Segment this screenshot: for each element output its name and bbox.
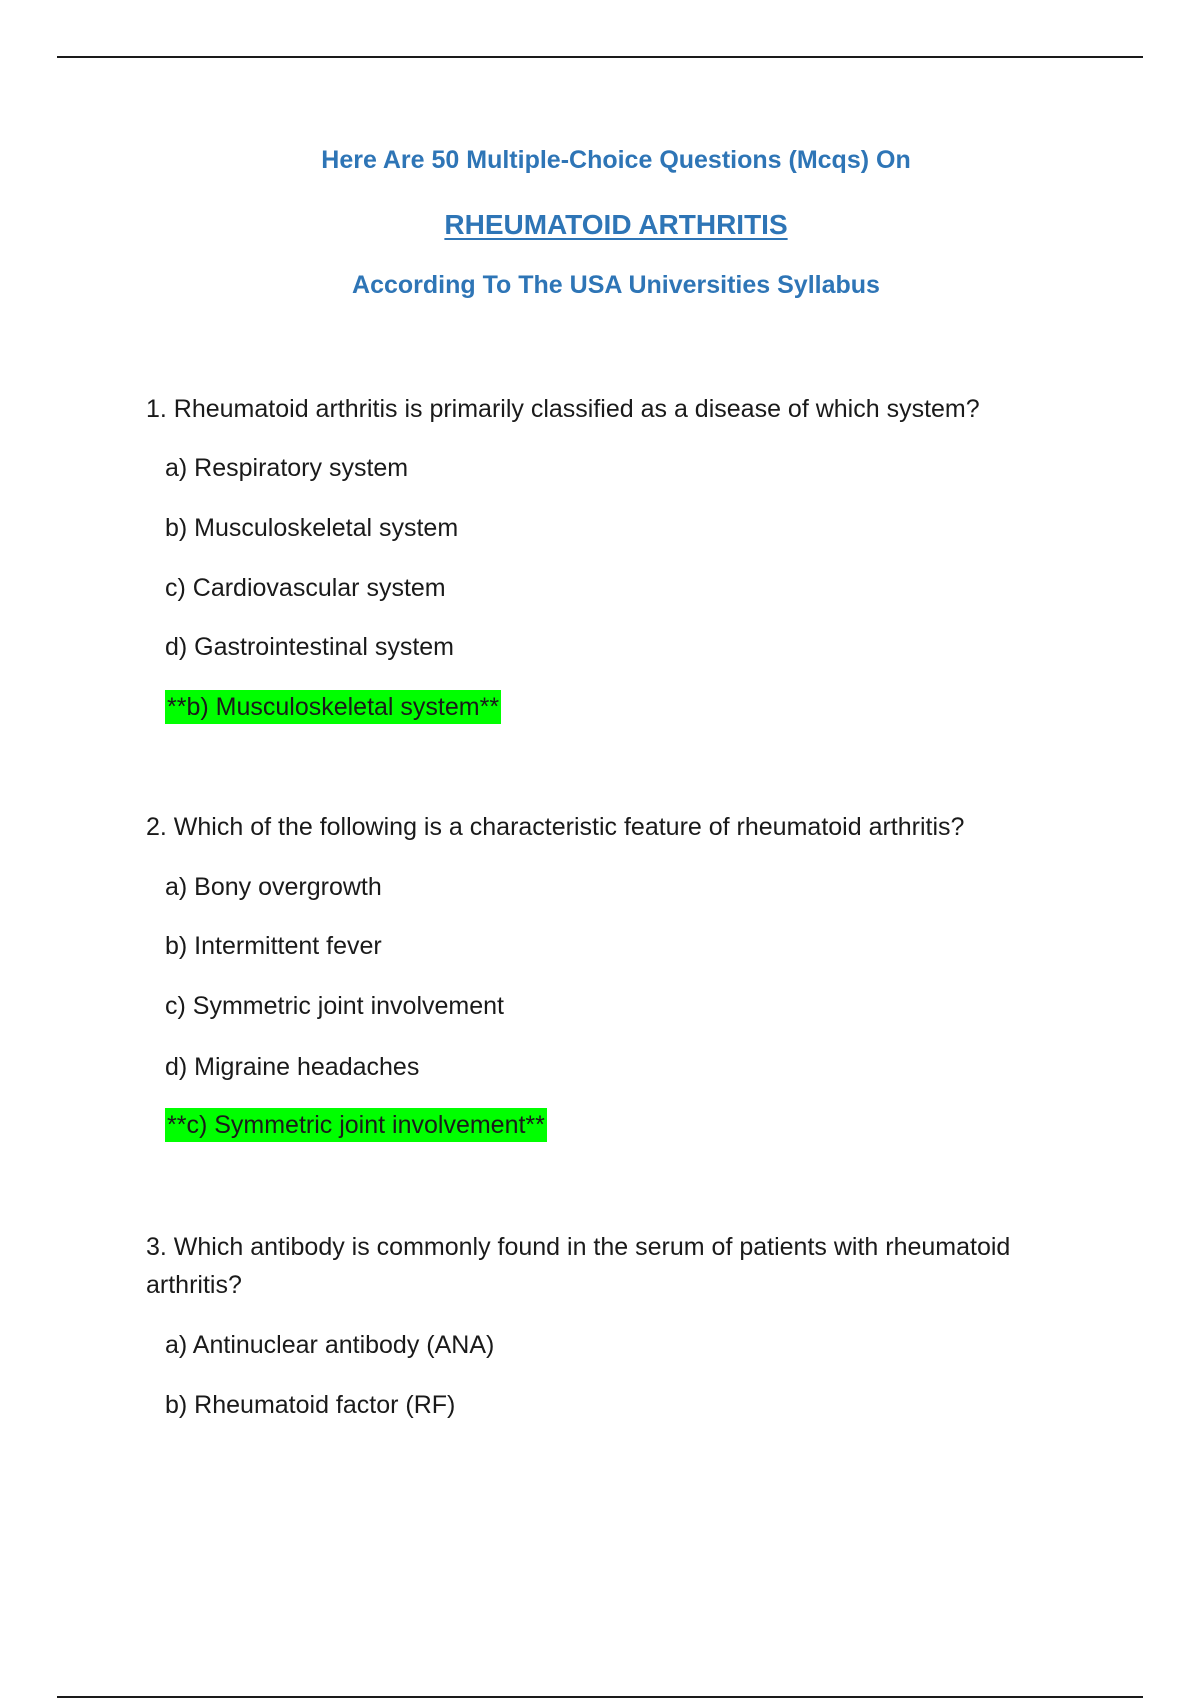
question-3-option-a: a) Antinuclear antibody (ANA) [165, 1331, 495, 1359]
question-2-option-c: c) Symmetric joint involvement [165, 992, 504, 1020]
question-3: 3. Which antibody is commonly found in the serum of patients with rheumatoid arthritis? [146, 1233, 1011, 1299]
question-3-option-b: b) Rheumatoid factor (RF) [165, 1391, 456, 1419]
question-1-option-b: b) Musculoskeletal system [165, 514, 459, 542]
question-2-option-b: b) Intermittent fever [165, 932, 382, 960]
document-subtitle: According To The USA Universities Syllabus [352, 271, 880, 299]
question-2: 2. Which of the following is a characteristic feature of rheumatoid arthritis? [146, 813, 965, 841]
question-2-option-d: d) Migraine headaches [165, 1053, 420, 1081]
top-rule [57, 56, 1143, 58]
question-1-option-c: c) Cardiovascular system [165, 574, 446, 602]
question-1-answer: **b) Musculoskeletal system** [165, 690, 501, 724]
question-2-answer: **c) Symmetric joint involvement** [165, 1108, 547, 1142]
question-1: 1. Rheumatoid arthritis is primarily classified as a disease of which system? [146, 395, 980, 423]
question-1-option-d: d) Gastrointestinal system [165, 633, 454, 661]
document-title: RHEUMATOID ARTHRITIS [444, 209, 788, 240]
document-intro: Here Are 50 Multiple-Choice Questions (Mcqs) On [321, 146, 911, 174]
question-2-option-a: a) Bony overgrowth [165, 873, 382, 901]
bottom-rule [57, 1696, 1143, 1698]
question-1-option-a: a) Respiratory system [165, 454, 409, 482]
